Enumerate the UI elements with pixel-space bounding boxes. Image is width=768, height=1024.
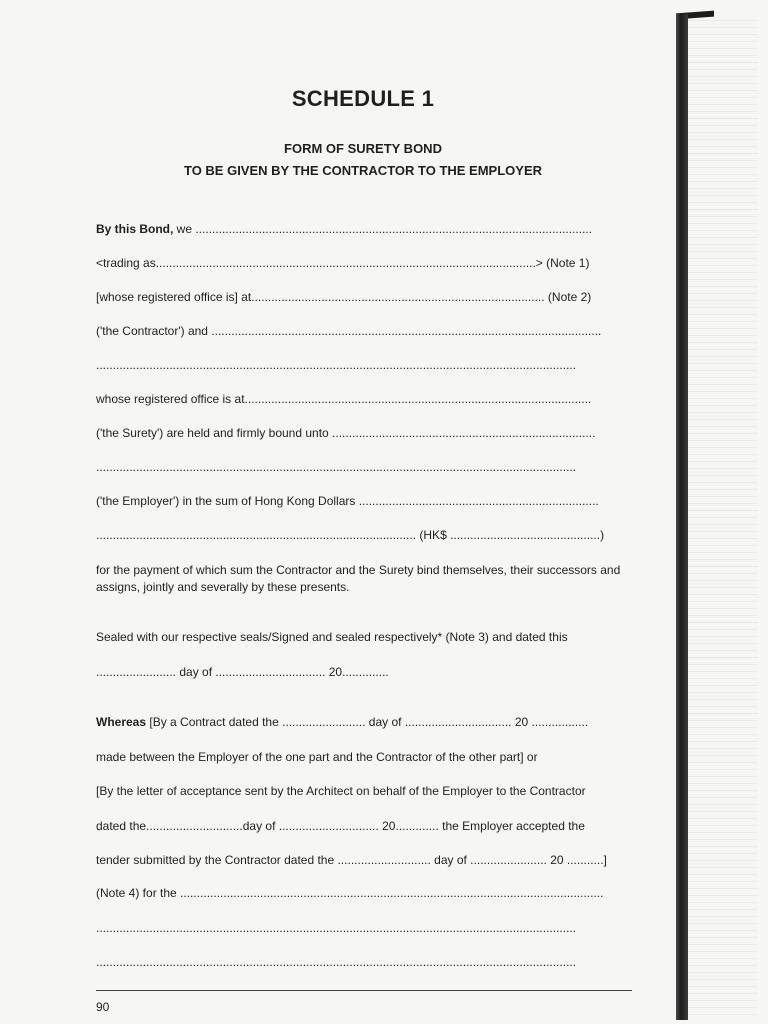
date-line: ........................ day of ................................. 20.............. (96, 665, 389, 679)
bond-line-8: ................................................................................................................................................ (96, 460, 577, 474)
sealed-line: Sealed with our respective seals/Signed and sealed respectively* (Note 3) and dated this (96, 630, 568, 644)
page-number: 90 (96, 1000, 110, 1014)
whereas-line-5: tender submitted by the Contractor dated the ............................ day of ....................... 20 ...........] (96, 853, 607, 867)
whereas-line-6: (Note 4) for the ............................................................................................................................... (96, 886, 604, 900)
payment-paragraph: for the payment of which sum the Contractor and the Surety bind themselves, their successors and assigns, jointly and severally by these presents. (96, 563, 621, 594)
form-subtitle: FORM OF SURETY BOND (284, 141, 442, 156)
bond-line-10: ................................................................................................ (HK$ .............................................) (96, 528, 605, 542)
form-subtitle-2: TO BE GIVEN BY THE CONTRACTOR TO THE EMPLOYER (183, 163, 543, 178)
bond-line-5: ................................................................................................................................................ (96, 358, 577, 372)
bond-line-7: ('the Surety') are held and firmly bound unto ............................................................................... (96, 426, 596, 440)
whereas-line-3: [By the letter of acceptance sent by the Architect on behalf of the Employer to the Contractor (96, 784, 586, 798)
bond-line-2: <trading as..................................................................................................................> (Note 1) (96, 256, 590, 270)
bond-line-3: [whose registered office is] at........................................................................................ (Note 2) (96, 290, 592, 304)
bond-line-6: whose registered office is at........................................................................................................ (96, 392, 592, 406)
bond-line-4: ('the Contractor') and ..................................................................................................................... (96, 324, 602, 338)
footer-rule (96, 990, 632, 991)
bond-line-1: By this Bond, we ....................................................................................................................... (96, 222, 593, 236)
whereas-line-4: dated the.............................day of .............................. 20............. the Employer accepted the (96, 819, 585, 833)
whereas-line-2: made between the Employer of the one part and the Contractor of the other part] or (96, 750, 538, 764)
schedule-title: SCHEDULE 1 (291, 86, 435, 111)
whereas-line-7: ................................................................................................................................................ (96, 921, 577, 935)
whereas-line-8: ................................................................................................................................................ (96, 955, 577, 969)
bond-line-9: ('the Employer') in the sum of Hong Kong Dollars ........................................................................ (96, 494, 599, 508)
whereas-line-1: Whereas [By a Contract dated the ......................... day of ................................ 20 ................. (96, 715, 589, 729)
